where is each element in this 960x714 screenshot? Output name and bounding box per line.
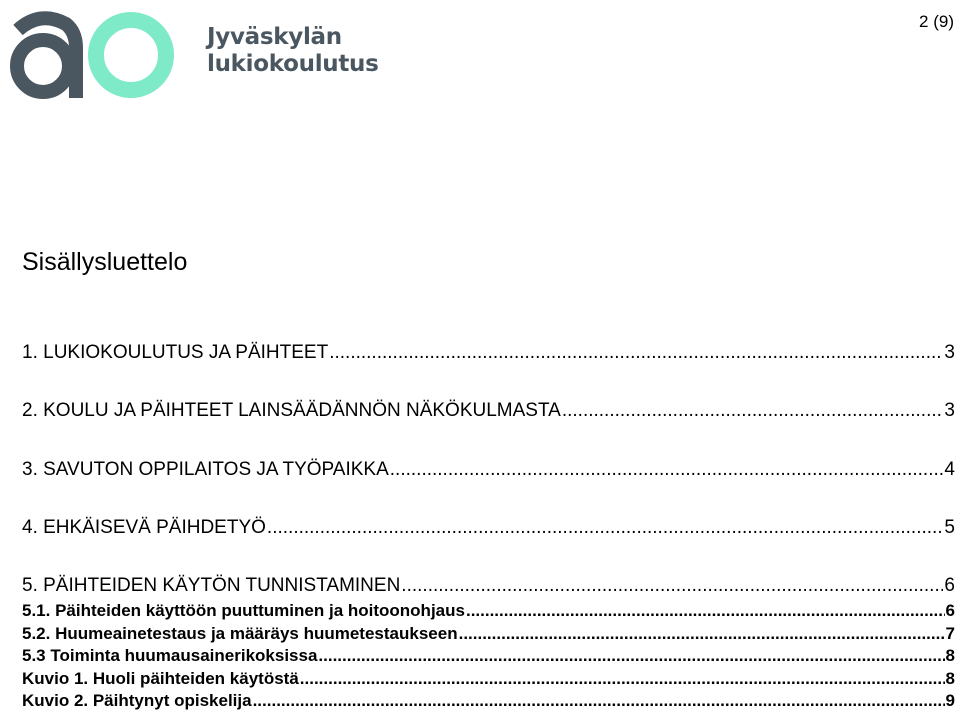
toc-entry[interactable] (22, 575, 955, 599)
toc-dot-leader (253, 691, 945, 711)
toc-dot-leader (318, 646, 944, 666)
toc-entry-label: 5.3 Toiminta huumausainerikoksissa (22, 646, 318, 665)
logo-text (207, 24, 379, 78)
school-logo (0, 0, 380, 110)
toc-entry[interactable] (22, 459, 955, 483)
toc-entry-page: 7 (945, 624, 955, 643)
toc-entry-label: 1. LUKIOKOULUTUS JA PÄIHTEET (22, 342, 329, 363)
toc-dot-leader (401, 575, 943, 597)
toc-title: Sisällysluettelo (22, 248, 188, 276)
toc-entry[interactable] (22, 517, 955, 541)
toc-entry[interactable] (22, 646, 955, 667)
page-number: 2 (9) (919, 12, 954, 31)
toc-entry[interactable] (22, 624, 955, 645)
toc-entry[interactable] (22, 691, 955, 712)
toc-entry-label: Kuvio 1. Huoli päihteiden käytöstä (22, 669, 299, 688)
toc-dot-leader (390, 459, 944, 481)
toc-dot-leader (267, 517, 944, 539)
toc-dot-leader (459, 624, 945, 644)
toc-entry[interactable] (22, 342, 955, 366)
toc-entry-page: 5 (944, 517, 955, 538)
toc-entry[interactable] (22, 601, 955, 622)
toc-entry-page: 3 (944, 342, 955, 363)
toc-entry-page: 4 (944, 459, 955, 480)
toc-entry-page: 8 (945, 669, 955, 688)
toc-entry[interactable] (22, 400, 955, 424)
toc-entry-label: 5. PÄIHTEIDEN KÄYTÖN TUNNISTAMINEN (22, 575, 401, 596)
ao-logo-icon (0, 0, 190, 110)
toc-entry-page: 6 (945, 601, 955, 620)
toc-dot-leader (466, 601, 945, 621)
toc-entry-page: 6 (944, 575, 955, 596)
logo-line-2: lukiokoulutus (207, 51, 379, 77)
toc-entry-page: 9 (945, 691, 955, 710)
toc-entry-label: 5.1. Päihteiden käyttöön puuttuminen ja hoitoonohjaus (22, 601, 465, 620)
toc-entry-page: 3 (944, 400, 955, 421)
logo-line-1: Jyväskylän (207, 24, 342, 50)
toc-entry-label: 5.2. Huumeainetestaus ja määräys huumetestaukseen (22, 624, 458, 643)
toc-entry-page: 8 (945, 646, 955, 665)
toc-entry-label: 4. EHKÄISEVÄ PÄIHDETYÖ (22, 517, 266, 538)
toc-entry-label: 2. KOULU JA PÄIHTEET LAINSÄÄDÄNNÖN NÄKÖKULMASTA (22, 400, 561, 421)
toc-dot-leader (300, 669, 945, 689)
toc-entry-label: Kuvio 2. Päihtynyt opiskelija (22, 691, 252, 710)
toc-dot-leader (562, 400, 944, 422)
toc-entry[interactable] (22, 669, 955, 690)
toc-entry-label: 3. SAVUTON OPPILAITOS JA TYÖPAIKKA (22, 459, 389, 480)
toc-dot-leader (329, 342, 943, 364)
